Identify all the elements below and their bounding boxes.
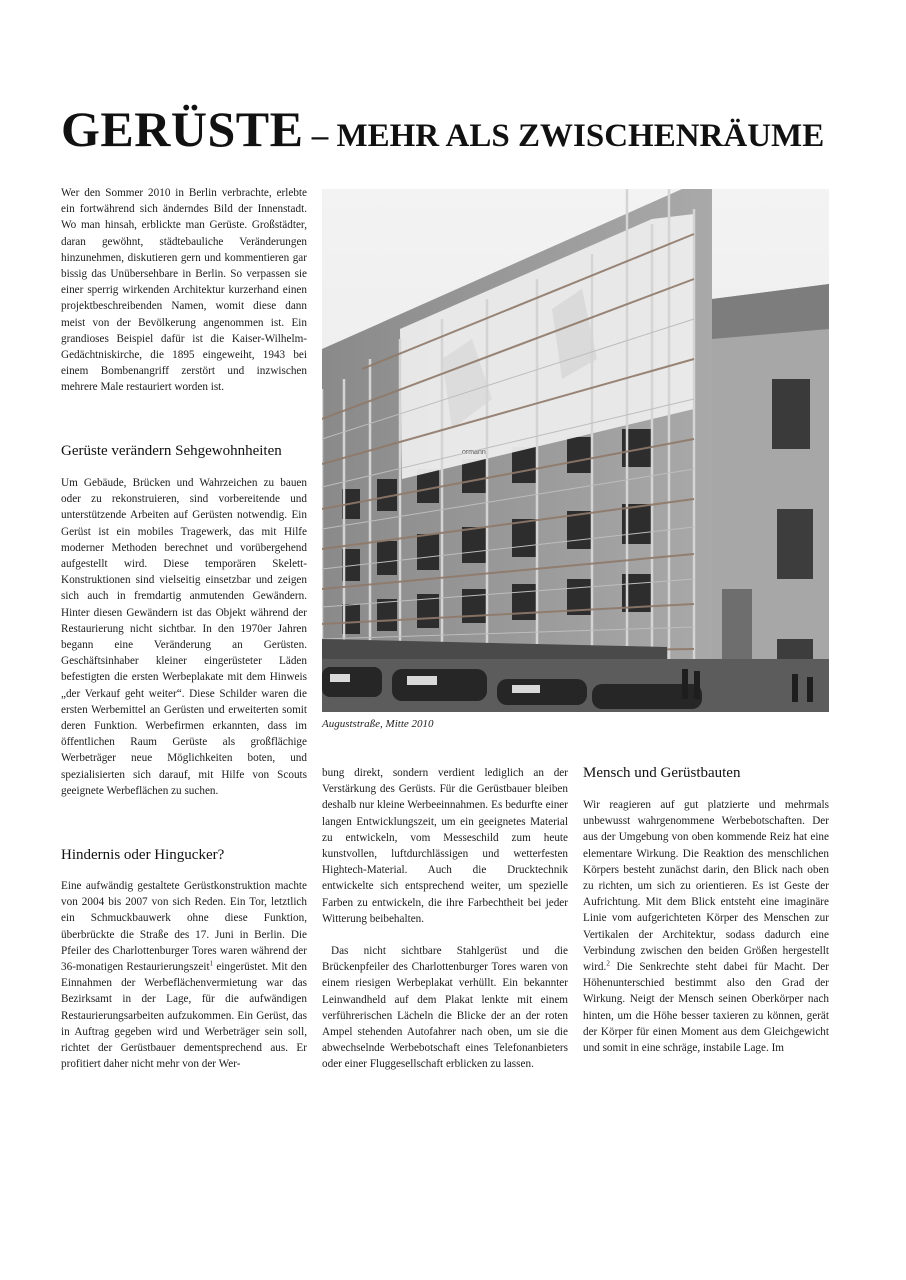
title-main: GERÜSTE (61, 101, 304, 158)
scaffolding-illustration (322, 189, 829, 712)
paragraph-mensch-part2: Die Senkrechte steht dabei für Macht. Der Höhenunterschied bestimmt also den Grad der Wirkung. Neigt der Mensch seinen Oberkörper nach hinten, um die Höhe besser taxieren zu können, gerät der Körper für einen Moment aus dem Gleichgewicht und somit in eine schräge, instabile Lage. Im (583, 961, 829, 1055)
footnote-marker-2: 2 (606, 959, 610, 968)
paragraph-hindernis-part1: Eine aufwändig gestaltete Gerüstkonstruktion machte von 2004 bis 2007 von sich Reden. Ein Tor, letztlich ein Schmuckbauwerk ohne diese Funktion, überbrückte die Straße des 17. Juni in Berlin. Die Pfeiler des Charlottenburger Tores waren während der 36-monatigen Restaurierungszeit (61, 880, 307, 974)
neighbour-window (772, 379, 810, 449)
paragraph-hindernis (61, 878, 307, 1072)
photo-caption: Auguststraße, Mitte 2010 (322, 718, 434, 730)
paragraph-col2-tor: Das nicht sichtbare Stahlgerüst und die Brückenpfeiler des Charlottenburger Tores waren von einem riesigen Werbeplakat verhüllt. Ein bekannter Leinwandheld auf dem Plakat lenkte mit einem verführerischen Lächeln die Blicke der an der roten Ampel stehenden Autofahrer nach oben, um sie die abwechselnde Werbebotschaft eines Telefonanbieters oder einer Fluggesellschaft erblicken zu lassen. (322, 945, 568, 1071)
neighbour-window (777, 509, 813, 579)
paragraph-sehgewohnheiten: Um Gebäude, Brücken und Wahrzeichen zu bauen oder zu rekonstruieren, sind vorbereitende und unterstützende Arbeiten auf Gerüsten notwendig. Ein Gerüst ist ein mobiles Tragewerk, das mit Hilfe moderner Methoden berechnet und vorübergehend aufgestellt wird. Diese temporären Skelett-Konstruktionen sind vielseitig einsetzbar und zeigen sich auch in fremdartig anmutenden Gewändern. Hinter diesen Gewändern ist das Objekt während der Restaurierung nicht sichtbar. In den 1970er Jahren begann eine Veränderung an Gerüsten. Geschäftsinhaber kleiner eingerüsteter Läden befestigten die ersten Werbeplakate mit dem Hinweis „der Verkauf geht weiter“. Diese Schilder waren die ersten Werbemittel an Gerüsten und erweiterten somit deren Funktion. Werbefirmen erkannten, dass im öffentlichen Raum Gerüste als großflächige Werbeträger neue Möglichkeiten boten, und spezialisierten sich darauf, mit Hilfe von Scouts geeignete Werbeflächen zu suchen. (61, 477, 307, 797)
section-heading-sehgewohnheiten: Gerüste verändern Sehgewohnheiten (61, 443, 282, 459)
section-heading-mensch: Mensch und Gerüstbauten (583, 765, 741, 781)
intro-paragraph: Wer den Sommer 2010 in Berlin verbrachte, erlebte ein fortwährend sich änderndes Bild der Innenstadt. Wo man hinsah, erblickte man Gerüste. Großstädter, daran gewöhnt, städtebauliche Veränderungen hinzunehmen, diskutieren gern und kommentieren gar bissig das Unübersehbare in Berlin. So verpassen sie einer sperrig wirkenden Architektur kurzerhand einen projektbeschreibenden Namen, womit diese dann meist von der Bevölkerung angenommen ist. Ein grandioses Beispiel dafür ist die Kaiser-Wilhelm-Gedächtniskirche, die 1895 eingeweiht, 1943 bei einem Bombenangriff zerstört und inzwischen mehrere Male restauriert worden ist. (61, 187, 307, 394)
banner-text: ormann (462, 449, 486, 456)
page-title (61, 101, 861, 158)
paragraph-col2-continuation: bung direkt, sondern verdient lediglich an der Verstärkung des Gerüsts. Für die Gerüstbauer bleiben deshalb nur kleine Werbeeinnahmen. Es bedurfte einer langen Entwicklungszeit, um ein geeignetes Material zu entwickeln, vom Messeschild zum heute kunstvollen, luftdurchlässigen und wetterfesten Hightech-Material. Auch die Drucktechnik entwickelte sich entsprechend weiter, um spezielle Farben zu entwickeln, die ihre Farbechtheit bei jeder Witterung beibehalten. (322, 767, 568, 925)
scaffolding-photo (322, 189, 829, 712)
paragraph-mensch (583, 797, 829, 1056)
footnote-marker-1: 1 (209, 959, 214, 968)
paragraph-hindernis-part2: eingerüstet. Mit den Einnahmen der Werbeflächenvermietung war das Bezirksamt in der Lage, für die aufwändigen Restaurierungsarbeiten aufzukommen. Ein Gerüst, das in Auftrag gegeben wird und Werbeträger sein soll, richtet der Gerüstbauer dementsprechend aus. Er profitiert daher nicht mehr von der Wer- (61, 961, 307, 1071)
section-heading-hindernis: Hindernis oder Hingucker? (61, 847, 225, 863)
paragraph-mensch-part1: Wir reagieren auf gut platzierte und mehrmals unbewusst wahrgenommene Werbebotschaften. Der aus der Umgebung von oben kommende Reiz hat eine elementare Wirkung. Die Reaktion des menschlichen Körpers besteht zunächst darin, den Blick nach oben zu richten, um sich zu orientieren. Es ist Geste der Aufrichtung. Mit dem Blick entsteht eine imaginäre Linie vom aufgerichteten Körper des Menschen zur Vertikalen der Architektur, sodass dadurch eine Verbindung zwischen den beiden Größen hergestellt wird. (583, 799, 829, 974)
title-sub: – MEHR ALS ZWISCHENRÄUME (303, 118, 825, 155)
